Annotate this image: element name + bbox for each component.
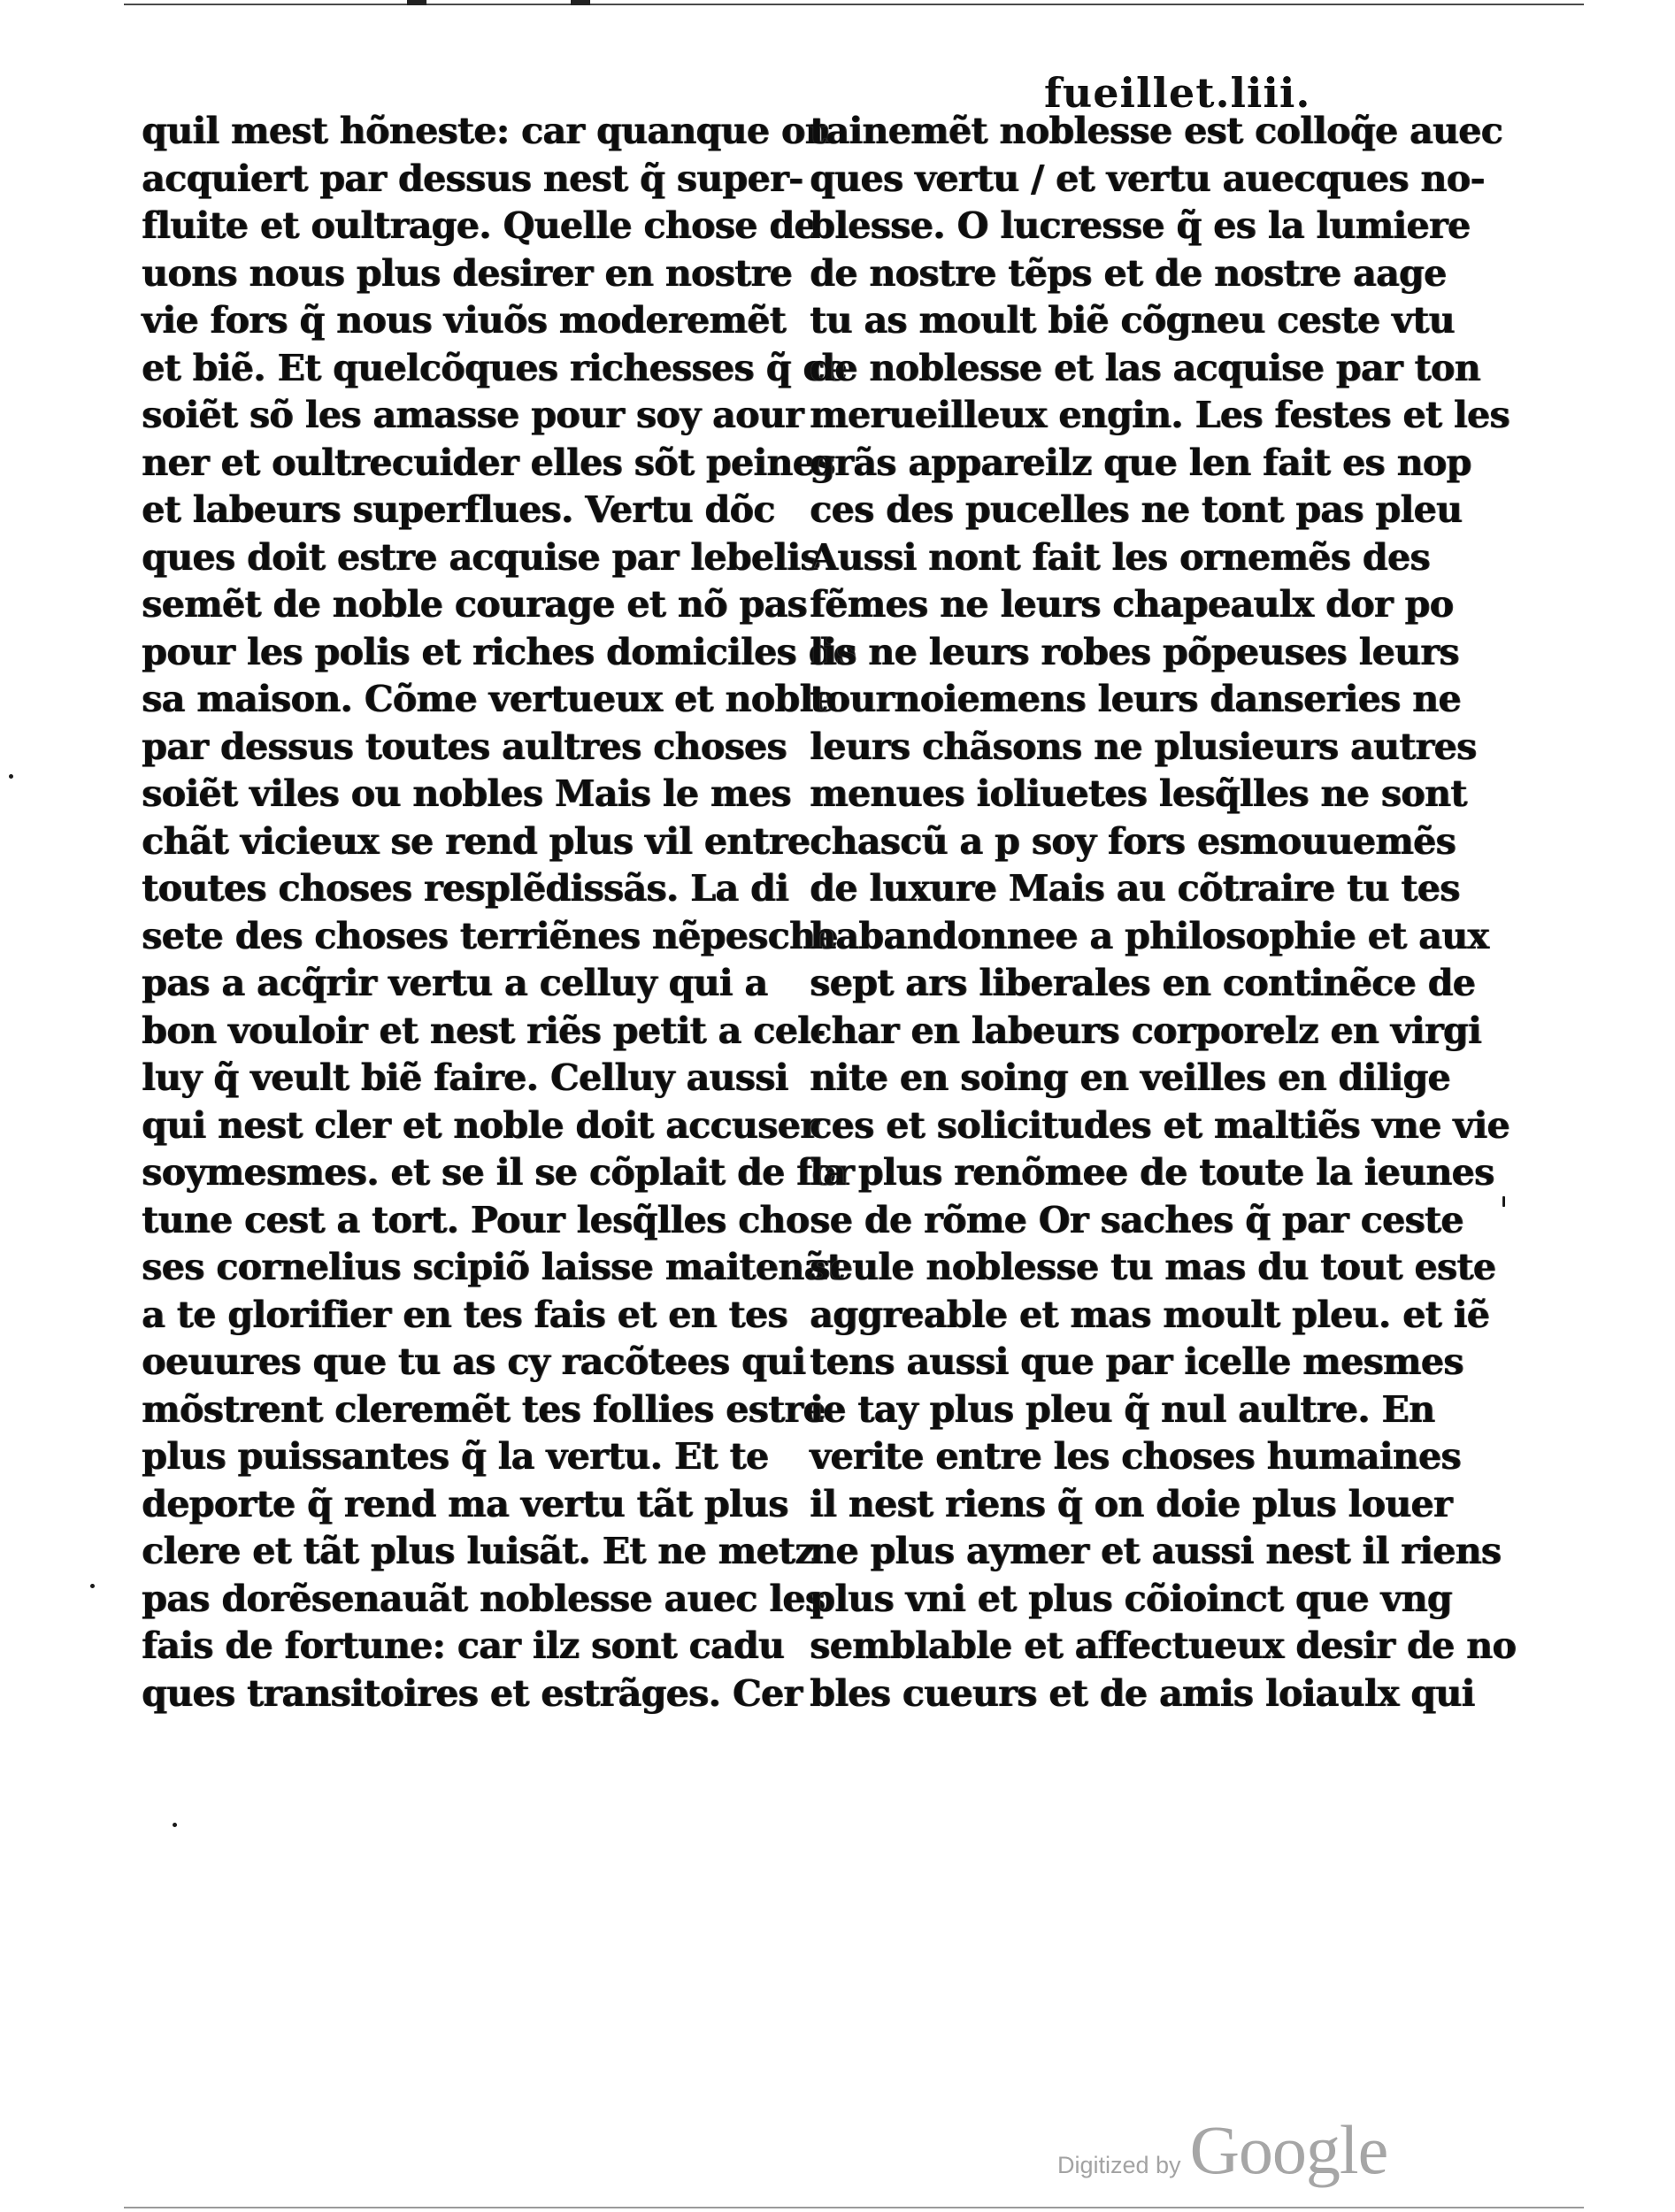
text-line: mõstrent cleremẽt tes follies estre [142, 1387, 826, 1431]
text-line: ques vertu / et vertu auecques no- [810, 157, 1485, 200]
text-line: seule noblesse tu mas du tout este [810, 1246, 1496, 1288]
text-line: bon vouloir et nest riẽs petit a cel- [142, 1009, 826, 1052]
text-line: toutes choses resplẽdissãs. La di [142, 867, 788, 910]
ink-speck [9, 774, 13, 779]
text-line: nite en soing en veilles en dilige [810, 1056, 1450, 1099]
text-line: luy q̃ veult biẽ faire. Celluy aussi [142, 1056, 788, 1099]
text-line: ner et oultrecuider elles sõt peines [142, 441, 835, 484]
text-line: ne plus aymer et aussi nest il riens [810, 1530, 1502, 1572]
top-edge-mark [571, 0, 590, 5]
running-head: fueillet.liii. [1044, 69, 1311, 117]
text-line: oeuures que tu as cy racõtees qui [142, 1340, 806, 1383]
watermark-prefix: Digitized by [1057, 2152, 1181, 2178]
text-line: chascũ a p soy fors esmouuemẽs [810, 819, 1456, 863]
text-line: qui nest cler et noble doit accuser [142, 1103, 818, 1147]
text-line: a te glorifier en tes fais et en tes [142, 1293, 788, 1336]
text-line: Aussi nont fait les ornemẽs des [810, 535, 1430, 579]
text-line: il nest riens q̃ on doie plus louer [810, 1482, 1452, 1525]
text-line: vie fors q̃ nous viuõs moderemẽt [142, 299, 786, 342]
text-line: pas a acq̃rir vertu a celluy qui a [142, 962, 768, 1004]
left-text-column [142, 108, 857, 1717]
text-line: fluite et oultrage. Quelle chose de [142, 204, 817, 247]
digitized-by-google-watermark [1057, 2110, 1387, 2190]
text-line: ques transitoires et estrãges. Cer [142, 1671, 803, 1715]
text-line: se de rõme Or saches q̃ par ceste [810, 1198, 1464, 1241]
text-line: pas dorẽsenauãt noblesse auec les [142, 1577, 826, 1620]
text-line: par dessus toutes aultres choses [142, 725, 787, 768]
top-edge-rule [124, 4, 1584, 5]
text-line: fais de fortune: car ilz sont cadu [142, 1624, 784, 1667]
text-line: de noblesse et las acquise par ton [810, 346, 1480, 389]
text-line: aggreable et mas moult pleu. et iẽ [810, 1293, 1489, 1336]
ink-speck [90, 1584, 95, 1588]
text-line: de nostre tẽps et de nostre aage [810, 251, 1447, 295]
text-line: tournoiemens leurs danseries ne [810, 678, 1461, 720]
text-line: ses cornelius scipiõ laisse maitenãt [142, 1246, 843, 1288]
text-line: menues ioliuetes lesq̃lles ne sont [810, 772, 1467, 815]
text-line: pour les polis et riches domiciles de [142, 630, 857, 673]
google-logo: Google [1189, 2111, 1388, 2188]
bottom-edge-rule [124, 2207, 1584, 2208]
right-text-column [810, 108, 1516, 1717]
text-line: quil mest hõneste: car quanque on [142, 110, 831, 152]
text-line: deporte q̃ rend ma vertu tãt plus [142, 1482, 788, 1525]
text-line: ques doit estre acquise par lebelis [142, 535, 820, 579]
text-line: sept ars liberales en continẽce de [810, 962, 1476, 1004]
ink-speck [1502, 1196, 1505, 1207]
text-line: ces des pucelles ne tont pas pleu [810, 488, 1463, 531]
text-line: tens aussi que par icelle mesmes [810, 1340, 1464, 1383]
text-line: grãs appareilz que len fait es nop [810, 441, 1471, 484]
text-line: fẽmes ne leurs chapeaulx dor po [810, 583, 1454, 626]
text-line: char en labeurs corporelz en virgi [810, 1009, 1481, 1052]
text-line: et biẽ. Et quelcõques richesses q̃ ce [142, 346, 848, 389]
text-line: et labeurs superflues. Vertu dõc [142, 488, 775, 531]
text-line: clere et tãt plus luisãt. Et ne metz [142, 1530, 815, 1572]
text-line: sete des choses terriẽnes nẽpesche [142, 914, 838, 957]
text-line: acquiert par dessus nest q̃ super- [142, 157, 803, 200]
text-line: uons nous plus desirer en nostre [142, 251, 792, 295]
text-line: semẽt de noble courage et nõ pas [142, 583, 807, 626]
text-line: semblable et affectueux desir de no [810, 1624, 1516, 1667]
text-line: soiẽt viles ou nobles Mais le mes [142, 772, 791, 815]
text-line: merueilleux engin. Les festes et les [810, 394, 1510, 436]
text-line: habandonnee a philosophie et aux [810, 914, 1489, 957]
text-line: la plus renõmee de toute la ieunes [810, 1151, 1494, 1194]
text-line: leurs chãsons ne plusieurs autres [810, 725, 1477, 768]
text-line: tainemẽt noblesse est colloq̃e auec [810, 110, 1502, 152]
text-line: tu as moult biẽ cõgneu ceste vtu [810, 299, 1455, 342]
text-line: tune cest a tort. Pour lesq̃lles cho [142, 1198, 810, 1241]
text-line: lis ne leurs robes põpeuses leurs [810, 630, 1459, 673]
text-line: bles cueurs et de amis loiaulx qui [810, 1671, 1475, 1715]
text-line: plus puissantes q̃ la vertu. Et te [142, 1435, 769, 1478]
text-line: chãt vicieux se rend plus vil entre [142, 819, 811, 863]
text-line: ie tay plus pleu q̃ nul aultre. En [810, 1387, 1435, 1431]
text-line: verite entre les choses humaines [810, 1435, 1461, 1478]
text-line: soiẽt sõ les amasse pour soy aour [142, 394, 803, 436]
text-line: de luxure Mais au cõtraire tu tes [810, 867, 1460, 910]
text-line: plus vni et plus cõioinct que vng [810, 1577, 1452, 1620]
text-line: sa maison. Cõme vertueux et noble [142, 678, 835, 720]
text-line: ces et solicitudes et maltiẽs vne vie [810, 1103, 1510, 1147]
text-line: blesse. O lucresse q̃ es la lumiere [810, 204, 1471, 247]
top-edge-mark [407, 0, 426, 5]
ink-speck [173, 1823, 177, 1827]
text-line: soymesmes. et se il se cõplait de for [142, 1151, 854, 1194]
